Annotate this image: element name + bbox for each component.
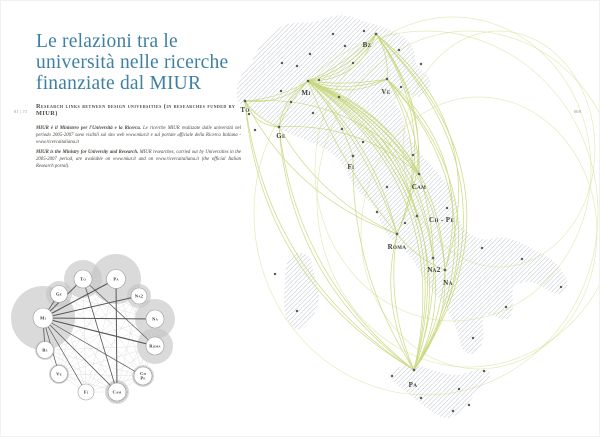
city-dot xyxy=(398,49,400,51)
text-column xyxy=(36,31,251,170)
folio-right: 008 xyxy=(573,109,581,114)
map-node-dot-Fi xyxy=(352,155,354,157)
map-node-label-Pa: Pa xyxy=(408,381,418,389)
title-line-1: Le relazioni tra le xyxy=(36,31,178,52)
city-dot xyxy=(468,404,470,406)
map-node-dot-Cam xyxy=(418,173,420,175)
page-title xyxy=(36,31,251,94)
folio-left: 01 | 71 xyxy=(14,109,28,114)
city-dot xyxy=(344,45,346,47)
city-dot xyxy=(296,65,298,67)
ring-node-label-line: Pe xyxy=(140,375,146,381)
intro-english-lead: MIUR is the Ministry for University and Research. xyxy=(36,149,139,155)
city-dot xyxy=(376,211,378,213)
city-dot xyxy=(386,186,388,188)
map-node-dot-Ge xyxy=(278,126,280,128)
city-dot xyxy=(362,141,364,143)
map-node-label-Fi: Fi xyxy=(347,163,355,171)
city-dot xyxy=(280,90,282,92)
map-node-dot-Na xyxy=(444,269,446,271)
map-node-label-ChPe: Ch - Pe xyxy=(429,216,455,224)
city-dot xyxy=(296,310,298,312)
ring-node-label-Cam xyxy=(113,390,122,395)
map-node-label-Ve: Ve xyxy=(381,88,391,96)
map-node-dot-Bz xyxy=(375,33,377,35)
city-dot xyxy=(458,388,460,390)
intro-italian-rest: Le ricerche MIUR realizzate dalle università nel periodo 2005-2007 sono visibili sul sito web www.miur.it e sul portale ufficiale della Ricerca Italiana - www.ricercaitaliana.it xyxy=(36,126,241,146)
city-dot xyxy=(341,128,343,130)
city-dot xyxy=(472,337,474,339)
city-dot xyxy=(452,410,454,412)
ring-node-label-Na2 xyxy=(135,294,144,299)
ring-node-label-line: Bz xyxy=(42,347,48,353)
map-node-label-Na: Na xyxy=(443,279,453,287)
city-dot xyxy=(274,273,276,275)
university-network-diagram xyxy=(11,254,175,404)
city-dot xyxy=(404,222,406,224)
city-dot xyxy=(318,79,320,81)
ring-node-label-Ve xyxy=(56,372,62,377)
ring-node-label-line: Roma xyxy=(149,343,161,349)
ring-node-label-line: Na xyxy=(152,316,158,322)
city-dot xyxy=(332,33,334,35)
map-node-label-To: To xyxy=(240,106,250,114)
map-node-dot-Roma xyxy=(396,233,398,235)
ring-node-label-Bz xyxy=(42,348,47,353)
city-dot xyxy=(483,370,485,372)
ring-node-label-ChPe xyxy=(140,371,147,381)
landmass-region xyxy=(391,365,490,418)
map-node-dot-Mi xyxy=(307,80,309,82)
city-dot xyxy=(400,86,402,88)
ring-node-label-line: Mi xyxy=(40,315,46,321)
ring-node-label-line: Cam xyxy=(112,389,122,395)
ring-node-label-line: Ch xyxy=(139,370,147,376)
city-dot xyxy=(254,129,256,131)
ring-node-label-To xyxy=(80,277,86,282)
city-dot xyxy=(420,397,422,399)
ring-node-label-line: Na2 xyxy=(134,293,144,299)
map-node-label-Cam: Cam xyxy=(411,183,427,191)
intro-english-rest: MIUR researches, carried out by Universities in the 2005-2007 period, are available on www.miur.it and on www.ricercaitaliana.it (the official Italian Research portal). xyxy=(36,149,241,169)
map-node-label-Bz: Bz xyxy=(362,41,372,49)
ring-node-label-Na xyxy=(152,317,159,322)
map-node-label-Ge: Ge xyxy=(276,132,286,140)
map-node-dot-Pa xyxy=(413,369,415,371)
city-dot xyxy=(312,112,314,114)
intro-italian xyxy=(36,125,241,147)
map-node-label-Na2: Na2 xyxy=(427,266,441,274)
city-dot xyxy=(281,62,283,64)
ring-node-label-line: Ve xyxy=(56,371,62,377)
landmass-region xyxy=(284,253,319,329)
map-node-label-Roma: Roma xyxy=(387,243,407,251)
map-node-dot-ChPe xyxy=(416,215,418,217)
intro-english xyxy=(36,149,241,171)
ring-node-label-line: To xyxy=(80,276,86,282)
map-node-label-Mi: Mi xyxy=(301,89,311,97)
city-dot xyxy=(338,96,340,98)
city-dot xyxy=(363,30,365,32)
city-dot xyxy=(446,207,448,209)
ring-node-label-Fi xyxy=(84,390,89,395)
city-dot xyxy=(505,306,507,308)
map-node-dot-Na2 xyxy=(432,257,434,259)
city-dot xyxy=(560,286,562,288)
ring-node-label-Mi xyxy=(40,316,47,321)
ring-node-label-Roma xyxy=(149,344,161,349)
intro-italian-lead: MIUR è il Ministero per l'Università e la Ricerca. xyxy=(36,126,141,131)
city-dot xyxy=(352,62,354,64)
city-dot xyxy=(391,375,393,377)
ring-node-label-line: Ge xyxy=(56,291,62,297)
ring-weak-link xyxy=(59,294,143,376)
city-dot xyxy=(290,101,292,103)
city-dot xyxy=(521,258,523,260)
city-dot xyxy=(420,63,422,65)
city-dot xyxy=(412,154,414,156)
city-dot xyxy=(481,247,483,249)
city-dot xyxy=(309,53,311,55)
ring-node-label-line: Fi xyxy=(83,389,89,395)
ring-node-label-Ge xyxy=(56,292,62,297)
title-line-2: università nelle ricerche xyxy=(36,52,229,73)
ring-node-label-Pa xyxy=(113,277,119,282)
page-subtitle: Research links between design universities (in researches funded by MIUR) xyxy=(36,103,236,117)
map-node-dot-Ve xyxy=(386,78,388,80)
ring-node-label-line: Pa xyxy=(113,276,119,282)
title-line-3: finanziate dal MIUR xyxy=(36,73,202,94)
